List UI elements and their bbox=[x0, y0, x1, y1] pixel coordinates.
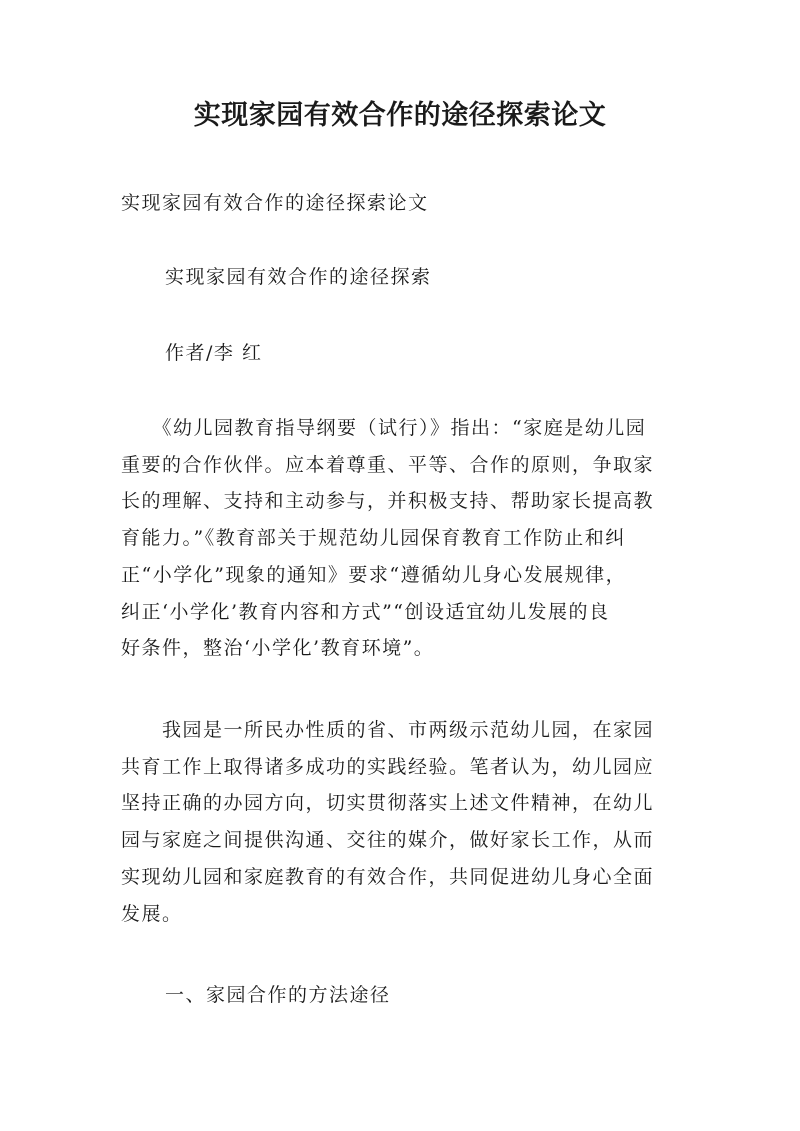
paragraph-2 bbox=[121, 712, 691, 932]
paragraph-line: 我园是一所民办性质的省、市两级示范幼儿园，在家园 bbox=[121, 719, 655, 741]
paragraph-line: 好条件，整治‘小学化’教育环境”。 bbox=[121, 637, 435, 660]
section-heading: 一、家园合作的方法途径 bbox=[165, 984, 391, 1006]
paragraph-line: 《幼儿园教育指导纲要（试行）》指出：“家庭是幼儿园 bbox=[121, 417, 647, 439]
paragraph-line: 发展。 bbox=[121, 902, 183, 925]
article-heading: 实现家园有效合作的途径探索 bbox=[165, 266, 432, 288]
paragraph-line: 园与家庭之间提供沟通、交往的媒介，做好家长工作，从而 bbox=[121, 829, 655, 852]
author-line: 作者/李 红 bbox=[165, 342, 263, 364]
paragraph-line: 坚持正确的办园方向，切实贯彻落实上述文件精神，在幼儿 bbox=[121, 792, 655, 815]
paragraph-line: 正“小学化”现象的通知》要求“遵循幼儿身心发展规律， bbox=[121, 563, 627, 586]
document-title: 实现家园有效合作的途径探索论文 bbox=[193, 100, 607, 131]
paragraph-line: 育能力。”《教育部关于规范幼儿园保育教育工作防止和纠 bbox=[121, 527, 626, 550]
paragraph-line: 纠正‘小学化’教育内容和方式”“创设适宜幼儿发展的良 bbox=[121, 600, 610, 623]
paragraph-line: 长的理解、支持和主动参与，并积极支持、帮助家长提高教 bbox=[121, 490, 655, 513]
document-subtitle: 实现家园有效合作的途径探索论文 bbox=[121, 192, 429, 214]
paragraph-line: 共育工作上取得诸多成功的实践经验。笔者认为，幼儿园应 bbox=[121, 755, 655, 778]
paragraph-line: 实现幼儿园和家庭教育的有效合作，共同促进幼儿身心全面 bbox=[121, 865, 655, 888]
paragraph-line: 重要的合作伙伴。应本着尊重、平等、合作的原则，争取家 bbox=[121, 453, 655, 476]
paragraph-1 bbox=[121, 410, 691, 667]
